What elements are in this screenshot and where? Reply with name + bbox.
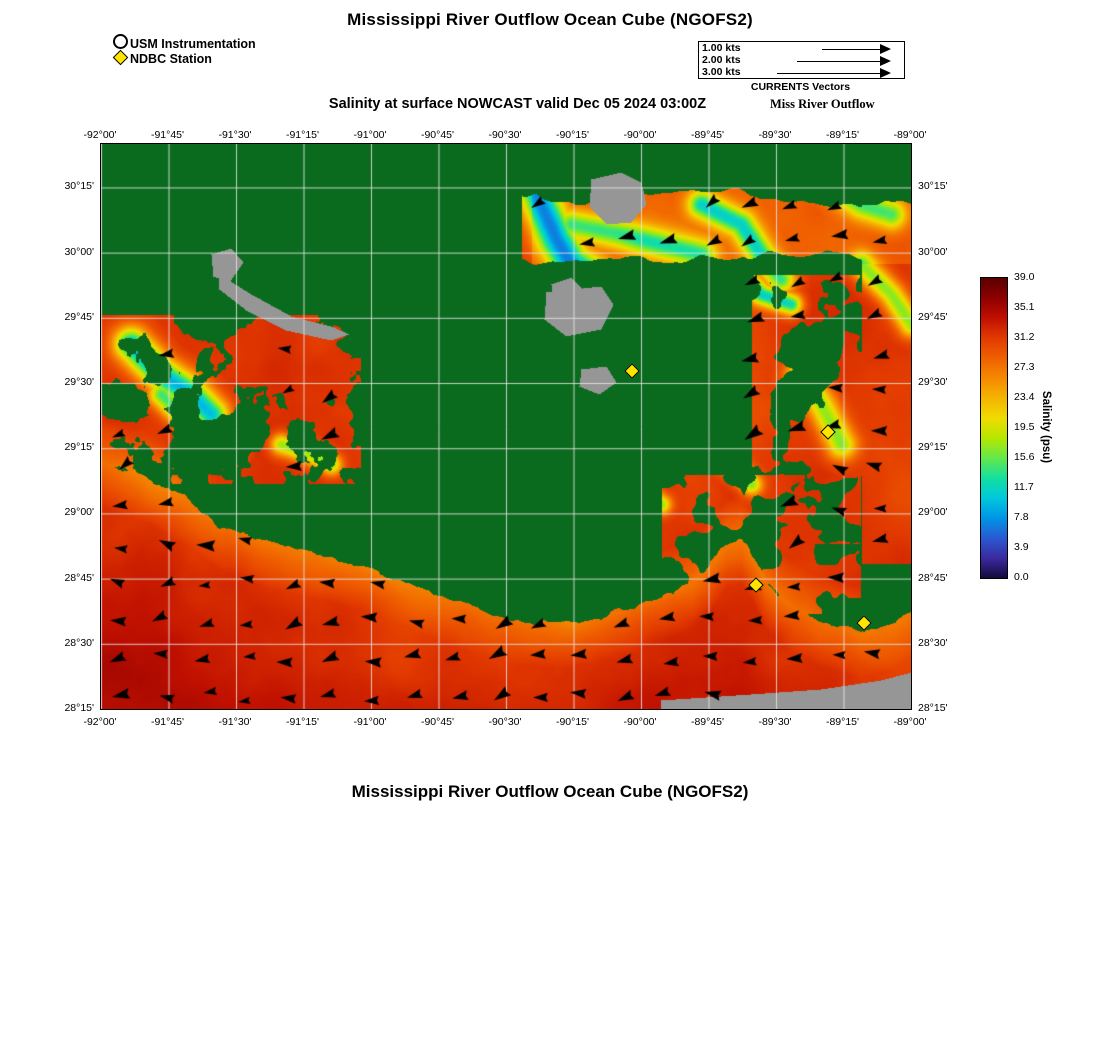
y-tick-label: 28°30' bbox=[64, 636, 94, 649]
x-tick-label: -90°00' bbox=[623, 716, 657, 728]
legend-item-label: USM Instrumentation bbox=[130, 36, 256, 51]
x-tick-label: -92°00' bbox=[83, 716, 117, 728]
y-tick-label: 29°45' bbox=[64, 310, 94, 323]
map-legend bbox=[110, 36, 256, 66]
footer-title: Mississippi River Outflow Ocean Cube (NGOFS2) bbox=[351, 782, 749, 801]
vector-shaft bbox=[797, 61, 882, 62]
x-tick-label: -90°45' bbox=[420, 716, 455, 728]
y-tick-label: 30°00' bbox=[918, 245, 948, 258]
vector-shaft bbox=[777, 73, 882, 74]
vector-head bbox=[880, 44, 891, 54]
colorbar-title: Salinity (psu) bbox=[1040, 390, 1052, 464]
x-tick-label: -89°30' bbox=[758, 129, 792, 141]
x-tick-label: -91°15' bbox=[285, 716, 320, 728]
vector-head bbox=[880, 68, 891, 78]
x-tick-label: -90°30' bbox=[488, 716, 522, 728]
x-tick-label: -91°30' bbox=[218, 716, 252, 728]
x-tick-label: -89°15' bbox=[825, 716, 860, 728]
x-tick-label: -91°00' bbox=[353, 716, 387, 728]
legend-item-usm bbox=[110, 36, 256, 51]
outflow-label: Miss River Outflow bbox=[770, 97, 875, 111]
y-tick-label: 29°30' bbox=[64, 376, 94, 389]
colorbar-tick-label: 11.7 bbox=[1014, 481, 1034, 493]
legend-item-ndbc bbox=[110, 51, 256, 66]
vector-key-label: 3.00 kts bbox=[702, 66, 741, 78]
x-tick-label: -91°00' bbox=[353, 129, 387, 141]
colorbar-tick-label: 0.0 bbox=[1014, 571, 1029, 583]
vector-key-label: 2.00 kts bbox=[702, 54, 741, 66]
x-tick-label: -90°30' bbox=[488, 129, 522, 141]
map-canvas-container[interactable] bbox=[100, 143, 912, 710]
x-tick-label: -91°45' bbox=[150, 129, 185, 141]
colorbar-tick-label: 27.3 bbox=[1014, 361, 1035, 373]
x-tick-label: -92°00' bbox=[83, 129, 117, 141]
vector-key-caption: CURRENTS Vectors bbox=[750, 81, 851, 93]
y-tick-label: 28°15' bbox=[918, 702, 948, 714]
y-tick-label: 30°00' bbox=[64, 245, 94, 258]
y-tick-label: 29°45' bbox=[918, 310, 948, 323]
salinity-map[interactable] bbox=[101, 144, 911, 709]
page-title: Mississippi River Outflow Ocean Cube (NGOFS2) bbox=[347, 10, 753, 29]
y-tick-label: 28°45' bbox=[64, 571, 94, 584]
y-tick-label: 30°15' bbox=[918, 180, 948, 193]
x-tick-label: -90°15' bbox=[555, 716, 590, 728]
diamond-icon bbox=[110, 50, 130, 68]
x-tick-label: -89°45' bbox=[690, 716, 725, 728]
colorbar-tick-label: 35.1 bbox=[1014, 301, 1035, 313]
y-tick-label: 28°15' bbox=[64, 702, 94, 714]
legend-item-label: NDBC Station bbox=[130, 51, 212, 66]
x-tick-label: -89°00' bbox=[893, 129, 927, 141]
colorbar-tick-label: 19.5 bbox=[1014, 421, 1035, 433]
colorbar-tick-label: 15.6 bbox=[1014, 451, 1035, 463]
vector-head bbox=[880, 56, 891, 66]
vector-key-row bbox=[699, 67, 904, 79]
y-tick-label: 28°45' bbox=[918, 571, 948, 584]
colorbar-tick-label: 23.4 bbox=[1014, 391, 1035, 403]
colorbar bbox=[980, 277, 1008, 579]
x-tick-label: -89°15' bbox=[825, 129, 860, 141]
y-tick-label: 29°15' bbox=[64, 441, 94, 454]
x-tick-label: -91°15' bbox=[285, 129, 320, 141]
y-tick-label: 29°00' bbox=[918, 506, 948, 519]
vector-shaft bbox=[822, 49, 882, 50]
colorbar-tick-label: 31.2 bbox=[1014, 331, 1035, 343]
x-tick-label: -91°30' bbox=[218, 129, 252, 141]
x-tick-label: -89°30' bbox=[758, 716, 792, 728]
colorbar-tick-label: 7.8 bbox=[1014, 511, 1029, 523]
y-tick-label: 30°15' bbox=[64, 180, 94, 193]
x-tick-label: -90°45' bbox=[420, 129, 455, 141]
colorbar-gradient bbox=[981, 278, 1007, 578]
ndbc-station-marker[interactable] bbox=[911, 305, 912, 321]
colorbar-tick-label: 39.0 bbox=[1014, 271, 1035, 283]
x-tick-label: -90°00' bbox=[623, 129, 657, 141]
x-tick-label: -89°45' bbox=[690, 129, 725, 141]
y-tick-label: 28°30' bbox=[918, 636, 948, 649]
x-tick-label: -91°45' bbox=[150, 716, 185, 728]
chart-subtitle: Salinity at surface NOWCAST valid Dec 05 2024 03:00Z bbox=[328, 96, 707, 112]
x-tick-label: -89°00' bbox=[893, 716, 927, 728]
y-tick-label: 29°00' bbox=[64, 506, 94, 519]
x-tick-label: -90°15' bbox=[555, 129, 590, 141]
vector-key-label: 1.00 kts bbox=[702, 42, 741, 54]
y-tick-label: 29°30' bbox=[918, 376, 948, 389]
currents-vector-key bbox=[698, 41, 905, 79]
colorbar-tick-label: 3.9 bbox=[1014, 541, 1029, 553]
y-tick-label: 29°15' bbox=[918, 441, 948, 454]
